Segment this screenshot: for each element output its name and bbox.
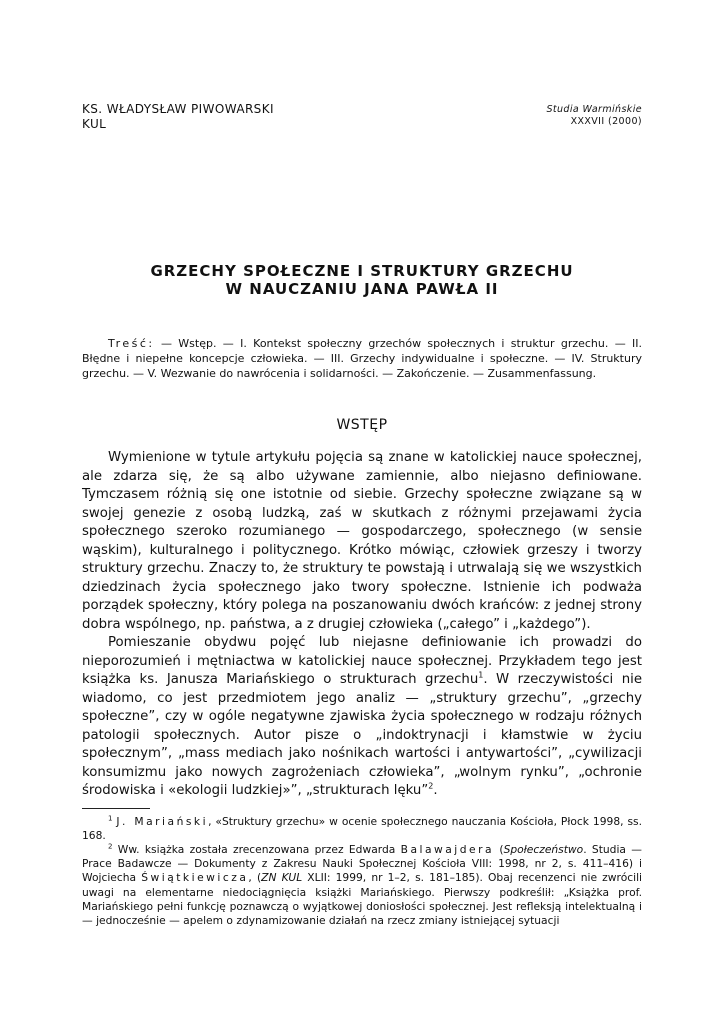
running-header: [82, 102, 642, 152]
footnote-1: [82, 815, 642, 843]
footnote-2-journal-2: ZN KUL: [261, 871, 303, 885]
title-line-1: GRZECHY SPOŁECZNE I STRUKTURY GRZECHU: [150, 262, 574, 280]
contents-label: Treść:: [108, 337, 155, 350]
paragraph-2: [82, 634, 642, 801]
table-of-contents: [82, 336, 642, 381]
contents-text: — Wstęp. — I. Kontekst społeczny grzechów społecznych i struktur grzechu. — II. Błędne i niepełne koncepcje człowieka. — III. Grzechy indywidualne i społeczne. — IV. Struktury grzechu. — V. Wezwanie do nawrócenia i solidarności. — Zakończenie. — Zusammenfassung.: [82, 337, 642, 380]
footnote-ref-1[interactable]: 1: [478, 670, 484, 680]
footnote-2-part-e: XLII: 1999, nr 1–2, s. 181–185). Obaj recenzenci nie zwrócili uwagi na elementarne niedociągnięcia książki Mariańskiego. Pierwszy podkreślił: „Książka prof. Mariańskiego pełni funkcję poznawczą o wyjątkowej doniosłości społecznej. Jest refleksją intelektualną i — jednocześnie — apelem o zdynamizowanie działań na rzecz zmiany istniejącej sytuacji: [82, 871, 643, 927]
footnote-2-number: 2: [108, 842, 113, 851]
title-line-2: W NAUCZANIU JANA PAWŁA II: [225, 280, 499, 298]
paragraph-2-part-b: . W rzeczywistości nie wiadomo, co jest przedmiotem jego analiz — „struktury grzechu”, „grzechy społeczne”, czy w ogóle negatywne zjawiska życia społecznego w rodzaju różnych patologii społecznych. Autor pisze o „indoktrynacji i kłamstwie w życiu społecznym”, „mass mediach jako nośnikach wartości i antywartości”, „cywilizacji konsumizmu jako nowych zagrożeniach człowieka”, „wolnym rynku”, „ochronie środowiska i «ekologii ludzkiej»”, „strukturach lęku”: [82, 672, 643, 798]
page: [82, 102, 642, 928]
footnote-2-journal-1: Społeczeństwo: [503, 842, 584, 856]
footnote-2-reviewer-2: Świątkiewicza: [141, 871, 249, 885]
footnote-2: [82, 843, 642, 928]
journal-block: [546, 104, 642, 128]
footnote-divider: [82, 808, 150, 809]
footnote-2-part-d: , (: [248, 871, 262, 885]
section-heading: WSTĘP: [336, 417, 388, 433]
footnote-1-author: J. Mariański: [116, 814, 209, 828]
article-title: [82, 262, 642, 298]
author-affiliation: KUL: [82, 117, 107, 131]
footnotes: [82, 815, 642, 929]
paragraph-2-part-c: .: [433, 783, 438, 798]
paragraph-2-part-a: Pomieszanie obydwu pojęć lub niejasne definiowanie ich prowadzi do nieporozumień i mętniactwa w katolickiej nauce społecznej. Przykładem tego jest książka ks. Janusza Mariańskiego o strukturach grzechu: [82, 635, 642, 687]
footnote-ref-2[interactable]: 2: [428, 781, 434, 791]
footnote-2-part-b: (: [494, 842, 504, 856]
footnote-2-part-a: Ww. książka została zrecenzowana przez Edwarda: [117, 842, 401, 856]
footnote-1-text: , «Struktury grzechu» w ocenie społecznego nauczania Kościoła, Płock 1998, ss. 168.: [82, 814, 642, 842]
author-block: [82, 102, 274, 132]
footnote-2-reviewer-1: Balawajdera: [400, 842, 495, 856]
body-text: [82, 449, 642, 801]
author-name: KS. WŁADYSŁAW PIWOWARSKI: [82, 102, 274, 116]
journal-volume: XXXVII (2000): [570, 116, 642, 127]
footnote-1-number: 1: [108, 813, 113, 822]
footnote-2-part-c: . Studia — Prace Badawcze — Dokumenty z Zakresu Nauki Społecznej Kościoła VIII: 1998, nr 2, s. 411–416) i Wojciecha: [82, 842, 642, 885]
paragraph-1: Wymienione w tytule artykułu pojęcia są znane w katolickiej nauce społecznej, ale zdarza się, że są albo używane zamiennie, albo niejasno definiowane. Tymczasem różnią się one istotnie od siebie. Grzechy społeczne związane są w swojej genezie z osobą ludzką, zaś w skutkach z różnymi przejawami życia społecznego szeroko rozumianego — gospodarczego, społecznego (w sensie wąskim), kulturalnego i politycznego. Krótko mówiąc, człowiek grzeszy i tworzy struktury grzechu. Znaczy to, że struktury te powstają i utrwalają się we wszystkich dziedzinach życia społecznego jako twory społeczne. Istnienie ich podważa porządek społeczny, który polega na poszanowaniu dwóch krańców: z jednej strony dobra wspólnego, np. państwa, a z drugiej człowieka („całego” i „każdego”).: [82, 450, 642, 632]
journal-name: Studia Warmińskie: [546, 104, 642, 115]
